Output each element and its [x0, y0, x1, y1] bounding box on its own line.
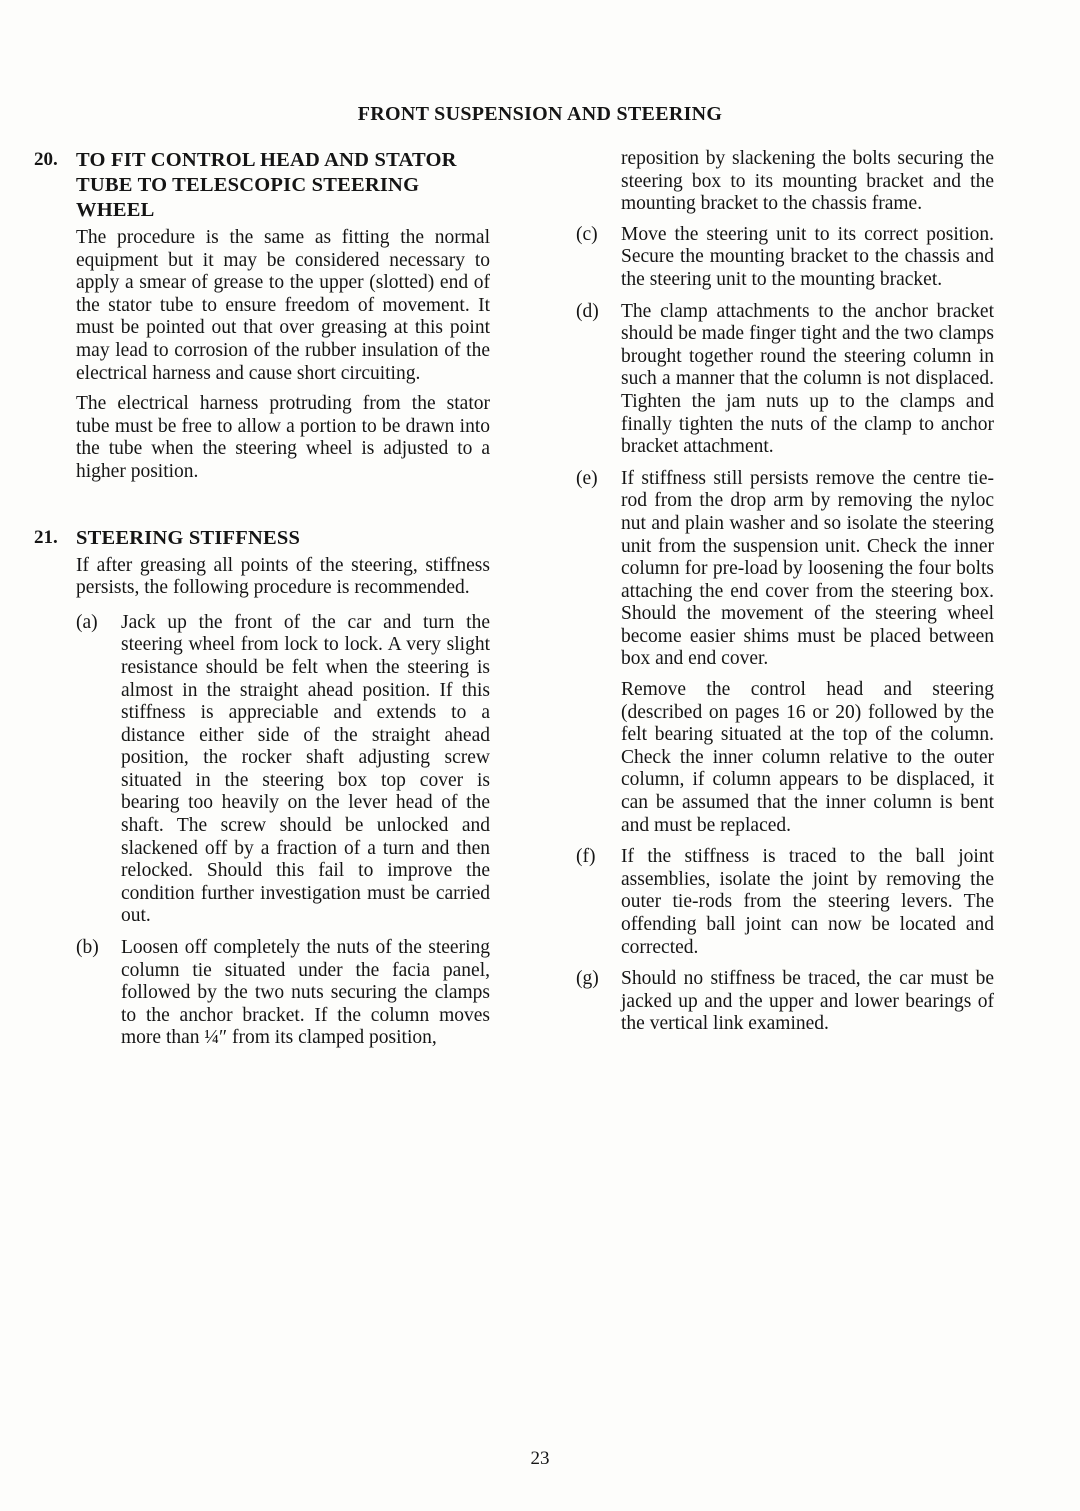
section-title: STEERING STIFFNESS	[76, 526, 301, 549]
item-label: (a)	[76, 611, 98, 633]
section-title: TO FIT CONTROL HEAD AND STATOR TUBE TO TELESCOPIC STEERING WHEEL	[76, 149, 457, 221]
item-text: The clamp attachments to the anchor bracket should be made finger tight and the two clamps brought together round the steering column in such a manner that the column is not displaced. Tighten the jam nuts up to the clamps and finally tighten the nuts of the clamp to anchor bracket attachment.	[621, 300, 994, 458]
item-text: Jack up the front of the car and turn the steering wheel from lock to lock. A very slight resistance should be felt when the steering is almost in the straight ahead position. If this stiffness is appreciable and extends to a distance either side of the straight ahead position, the rocker shaft adjusting screw situated in the steering box top cover is bearing too heavily on the lever head of the shaft. The screw should be unlocked and slackened off by a fraction of a turn and then relocked. Should this fail to improve the condition further investigation must be carried out.	[121, 611, 490, 927]
item-extra-paragraph: Remove the control head and steering (described on pages 16 or 20) followed by the felt bearing situated at the top of the column. Check the inner column relative to the outer column, if column appears to be displaced, it can be assumed that the inner column is bent and must be replaced.	[621, 679, 994, 836]
section-21	[34, 526, 490, 1050]
item-label: (e)	[576, 467, 598, 489]
paragraph: The procedure is the same as fitting the normal equipment but it may be considered necessary to apply a smear of grease to the upper (slotted) end of the stator tube to ensure freedom of movement. It must be pointed out that over greasing at this point may lead to corrosion of the rubber insulation of the electrical harness and cause short circuiting.	[76, 227, 490, 384]
item-label: (f)	[576, 846, 596, 868]
item-label: (g)	[576, 968, 599, 990]
list-item-a	[76, 612, 490, 928]
item-text: If stiffness still persists remove the centre tie-rod from the drop arm by removing the nyloc nut and plain washer and so isolate the steering unit from the suspension unit. Check the inner column for pre-load by loosening the four bolts attaching the end cover from the steering box. Should the movement of the steering wheel become easier shims must be placed between box and end cover.	[621, 467, 994, 670]
list-item-f	[576, 846, 994, 959]
right-column	[576, 148, 994, 1045]
continued-paragraph: reposition by slackening the bolts securing the steering box to its mounting bracket and the mounting bracket to the chassis frame.	[621, 148, 994, 215]
section-number: 20.	[34, 149, 58, 170]
page-number: 23	[530, 1448, 550, 1469]
item-text: Move the steering unit to its correct position. Secure the mounting bracket to the chassis and the steering unit to the mounting bracket.	[621, 223, 994, 290]
item-label: (d)	[576, 300, 599, 322]
item-text: Should no stiffness be traced, the car must be jacked up and the upper and lower bearings of the vertical link examined.	[621, 968, 994, 1035]
page-header: FRONT SUSPENSION AND STEERING	[357, 103, 723, 125]
item-label: (b)	[76, 937, 99, 959]
item-text: If the stiffness is traced to the ball joint assemblies, isolate the joint by removing the outer tie-rods from the steering levers. The offending ball joint can now be located and corrected.	[621, 846, 994, 958]
item-text: Loosen off completely the nuts of the steering column tie situated under the facia panel, followed by the two nuts securing the clamps to the anchor bracket. If the column moves more than ¼″ from its clamped position,	[121, 937, 490, 1049]
list-item-c	[576, 224, 994, 292]
section-number: 21.	[34, 526, 58, 548]
section-20	[34, 148, 490, 484]
paragraph: If after greasing all points of the steering, stiffness persists, the following procedure is recommended.	[76, 554, 490, 599]
list-item-d	[576, 301, 994, 459]
list-item-b	[76, 937, 490, 1050]
item-label: (c)	[576, 223, 598, 245]
left-column	[34, 148, 490, 1059]
list-item-g	[576, 968, 994, 1036]
list-item-e	[576, 468, 994, 838]
paragraph: The electrical harness protruding from the stator tube must be free to allow a portion to be drawn into the tube when the steering wheel is adjusted to a higher position.	[76, 393, 490, 482]
